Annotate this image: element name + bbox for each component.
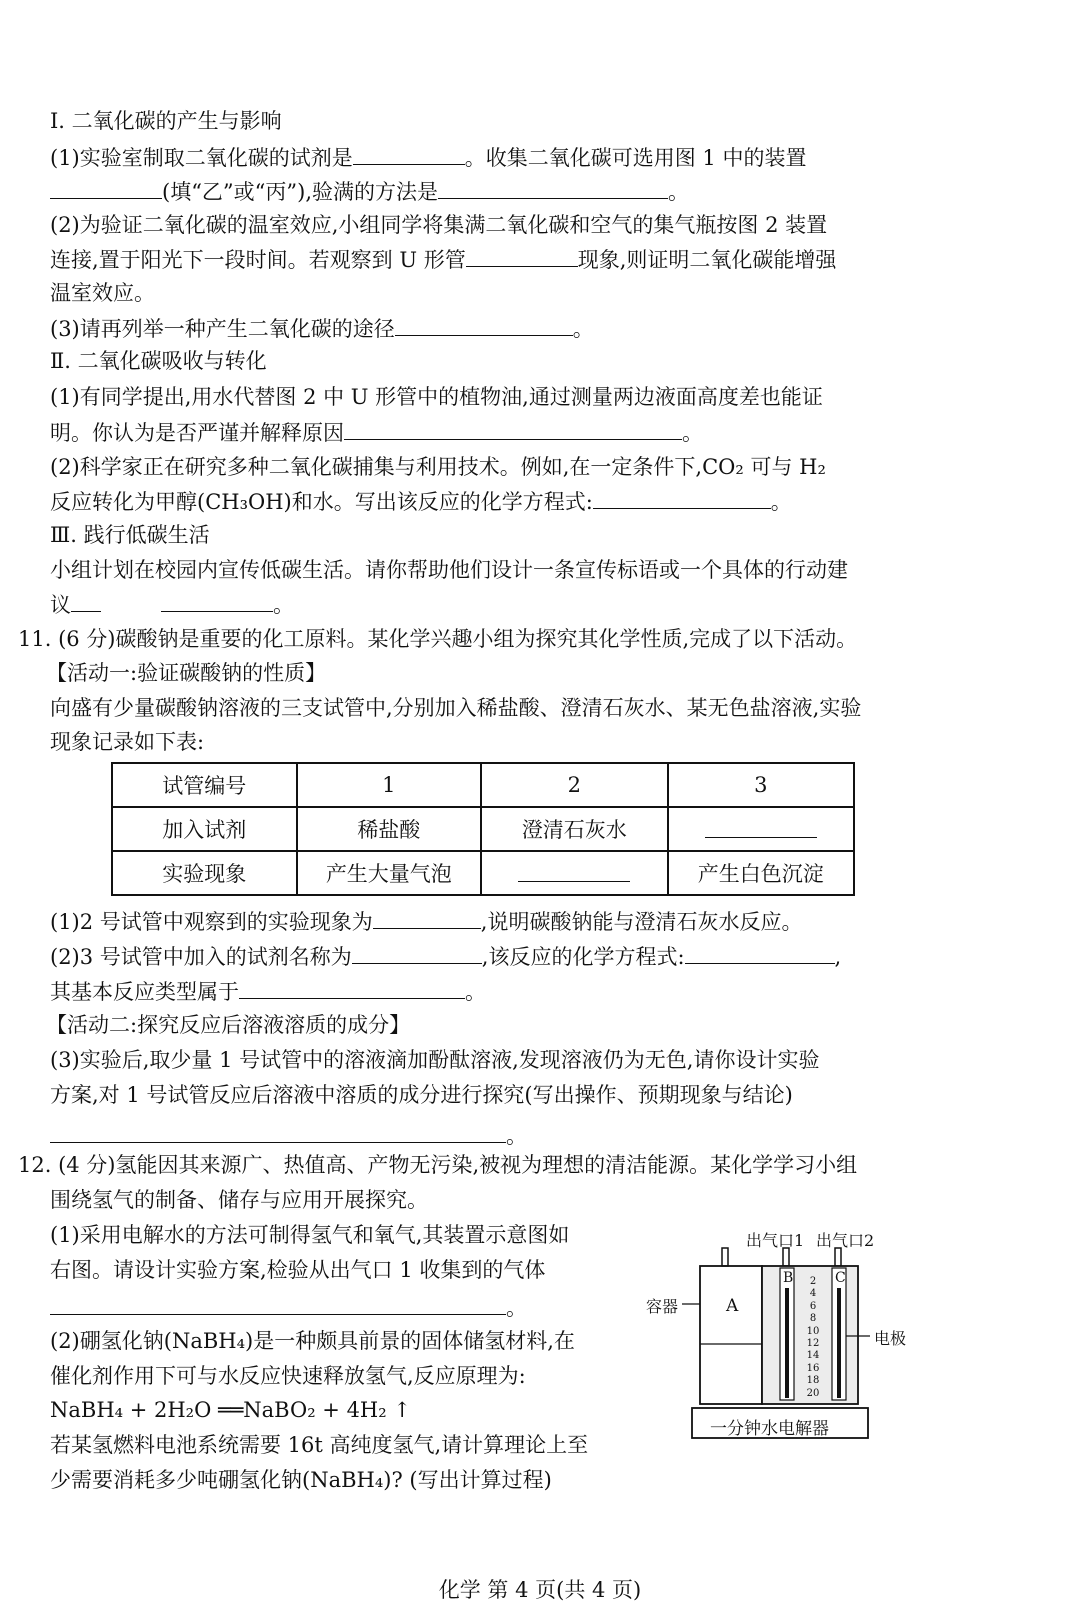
scale-tick: 18 [806,1375,820,1387]
q12-intro-line1: 12. (4 分)氢能因其来源广、热值高、产物无污染,被视为理想的清洁能源。某化学学习小组 [18,1153,858,1177]
scale-tick: 4 [809,1288,817,1300]
label-c: C [835,1270,846,1286]
q12-p2-line3: 若某氢燃料电池系统需要 16t 高纯度氢气,请计算理论上至 [50,1433,589,1457]
scale-tick: 10 [806,1325,820,1337]
outlet1-label: 出气口1 [746,1231,805,1250]
section3-text-line1: 小组计划在校园内宣传低碳生活。请你帮助他们设计一条宣传标语或一个具体的行动建 [50,558,848,582]
q11-desc-line1: 向盛有少量碳酸钠溶液的三支试管中,分别加入稀盐酸、澄清石灰水、某无色盐溶液,实验 [50,696,862,720]
answer-blank[interactable] [50,1292,506,1315]
section1-q2-line3: 温室效应。 [50,281,155,305]
section2-q2-line1: (2)科学家正在研究多种二氧化碳捕集与利用技术。例如,在一定条件下,CO₂ 可与 H₂ [50,455,826,479]
q12-p2-line4: 少需要消耗多少吨硼氢化钠(NaBH₄)? (写出计算过程) [50,1468,552,1492]
q11-activity2: 【活动二:探究反应后溶液溶质的成分】 [46,1013,411,1037]
q12-p1-line1: (1)采用电解水的方法可制得氢气和氧气,其装置示意图如 [50,1223,570,1247]
table-row [112,807,854,851]
scale-tick: 8 [809,1313,817,1325]
section2-q2-line2: 反应转化为甲醇(CH₃OH)和水。写出该反应的化学方程式: 。 [50,486,792,517]
table-cell-blank[interactable] [481,851,667,895]
answer-blank[interactable] [71,589,101,612]
section1-q1-line1: (1)实验室制取二氧化碳的试剂是 。收集二氧化碳可选用图 1 中的装置 [50,142,806,173]
q11-p2-line1: (2)3 号试管中加入的试剂名称为 ,该反应的化学方程式: , [50,941,841,972]
table-cell: 试管编号 [112,763,297,807]
answer-blank[interactable] [344,417,682,440]
table-cell: 2 [481,763,667,807]
table-cell: 稀盐酸 [297,807,482,851]
scale-tick: 12 [806,1338,820,1350]
q11-intro: 11. (6 分)碳酸钠是重要的化工原料。某化学兴趣小组为探究其化学性质,完成了以下活动。 [18,627,858,651]
q11-p2-line2: 其基本反应类型属于 。 [50,976,486,1007]
scale-tick: 16 [806,1362,820,1374]
section1-q2-line2: 连接,置于阳光下一段时间。若观察到 U 形管 现象,则证明二氧化碳能增强 [50,244,836,275]
section1-q2-line1: (2)为验证二氧化碳的温室效应,小组同学将集满二氧化碳和空气的集气瓶按图 2 装置 [50,213,828,237]
electrode-b [785,1288,789,1398]
base-label: 一分钟水电解器 [710,1419,829,1439]
section3-text-line2: 议 。 [50,589,294,620]
answer-blank[interactable] [593,486,771,509]
answer-blank[interactable] [353,142,465,165]
answer-blank[interactable] [50,1120,506,1143]
table-cell-blank[interactable] [668,807,854,851]
answer-blank[interactable] [395,313,573,336]
label-a: A [726,1296,739,1316]
answer-blank[interactable] [466,244,578,267]
table-cell: 实验现象 [112,851,297,895]
answer-blank[interactable] [161,589,273,612]
table-cell: 加入试剂 [112,807,297,851]
label-b: B [783,1270,794,1286]
container-label: 容器 [646,1297,679,1316]
section1-q1-line2: (填“乙”或“丙”),验满的方法是 。 [50,176,689,207]
q11-activity1: 【活动一:验证碳酸钠的性质】 [46,661,327,685]
answer-blank[interactable] [438,176,668,199]
section1-heading: Ⅰ. 二氧化碳的产生与影响 [50,109,282,133]
scale-tick: 20 [806,1387,820,1399]
electrode-label: 电极 [874,1329,907,1348]
scale-ticks [796,1276,830,1400]
answer-blank[interactable] [352,941,482,964]
table-cell: 澄清石灰水 [481,807,667,851]
table-cell: 产生大量气泡 [297,851,482,895]
results-table [111,762,855,896]
container-a [700,1266,762,1404]
table-row [112,763,854,807]
table-cell: 1 [297,763,482,807]
section2-q1-line2: 明。你认为是否严谨并解释原因 。 [50,417,703,448]
q12-p1-line3: 。 [50,1292,527,1323]
answer-blank[interactable] [685,941,835,964]
q11-desc-line2: 现象记录如下表: [50,730,205,754]
scale-tick: 6 [809,1300,817,1312]
table-row [112,851,854,895]
q12-p2-line1: (2)硼氢化钠(NaBH₄)是一种颇具前景的固体储氢材料,在 [50,1329,575,1353]
electrode-c [837,1288,841,1398]
q12-p2-line2: 催化剂作用下可与水反应快速释放氢气,反应原理为: [50,1364,526,1388]
section1-q3: (3)请再列举一种产生二氧化碳的途径 。 [50,313,594,344]
q11-p3-line1: (3)实验后,取少量 1 号试管中的溶液滴加酚酞溶液,发现溶液仍为无色,请你设计实验 [50,1048,820,1072]
table-cell: 产生白色沉淀 [668,851,854,895]
q11-p3-line2: 方案,对 1 号试管反应后溶液中溶质的成分进行探究(写出操作、预期现象与结论) [50,1083,793,1107]
answer-blank[interactable] [373,906,481,929]
q12-p1-line2: 右图。请设计实验方案,检验从出气口 1 收集到的气体 [50,1258,546,1282]
section3-heading: Ⅲ. 践行低碳生活 [50,523,210,547]
q12-equation: NaBH₄ + 2H₂O ══NaBO₂ + 4H₂ ↑ [50,1398,411,1422]
outlet2-label: 出气口2 [816,1231,875,1250]
scale-tick: 14 [806,1350,820,1362]
page-footer: 化学 第 4 页(共 4 页) [438,1578,642,1602]
table-cell: 3 [668,763,854,807]
answer-blank[interactable] [518,859,630,882]
scale-tick: 2 [809,1276,817,1287]
section2-q1-line1: (1)有同学提出,用水代替图 2 中 U 形管中的植物油,通过测量两边液面高度差也能证 [50,385,823,409]
q11-p3-line3: 。 [50,1120,527,1151]
q11-p1: (1)2 号试管中观察到的实验现象为 ,说明碳酸钠能与澄清石灰水反应。 [50,906,802,937]
tube-a-nozzle [722,1248,728,1266]
answer-blank[interactable] [50,176,162,199]
answer-blank[interactable] [239,976,465,999]
electrolysis-diagram [638,1226,918,1446]
q12-intro-line2: 围绕氢气的制备、储存与应用开展探究。 [50,1188,428,1212]
answer-blank[interactable] [705,815,817,838]
section2-heading: Ⅱ. 二氧化碳吸收与转化 [50,349,267,373]
